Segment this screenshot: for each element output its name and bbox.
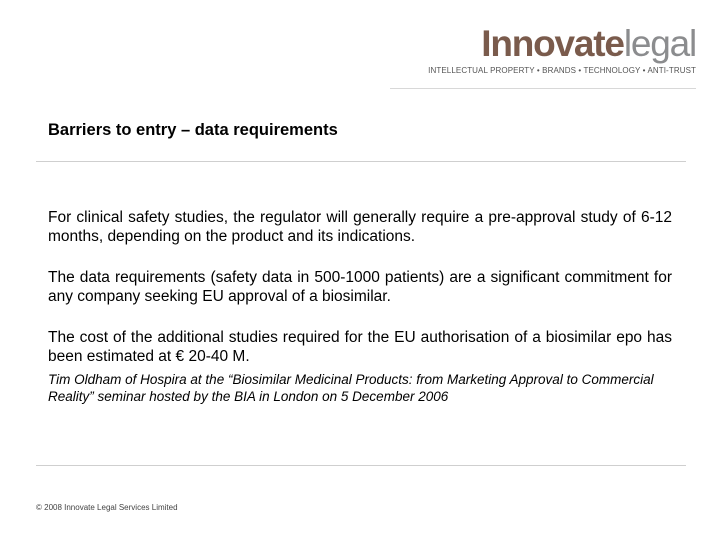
paragraph-1: For clinical safety studies, the regulator will generally require a pre-approval study of 6-12 months, depending on the product and its indications. bbox=[48, 209, 672, 245]
logo-word-part2: legal bbox=[623, 23, 696, 64]
slide-body bbox=[48, 208, 672, 405]
paragraph-2: The data requirements (safety data in 500-1000 patients) are a significant commitment for any company seeking EU approval of a biosimilar. bbox=[48, 269, 672, 305]
footer-divider bbox=[36, 465, 686, 466]
paragraph-3: The cost of the additional studies required for the EU authorisation of a biosimilar epo has been estimated at € 20-40 M. bbox=[48, 329, 672, 365]
logo-tagline: INTELLECTUAL PROPERTY • BRANDS • TECHNOLOGY • ANTI-TRUST bbox=[428, 66, 696, 75]
logo-word-part1: Innovate bbox=[481, 23, 624, 64]
copyright-notice: © 2008 Innovate Legal Services Limited bbox=[36, 503, 178, 512]
title-divider bbox=[36, 161, 686, 162]
slide-title: Barriers to entry – data requirements bbox=[48, 121, 338, 139]
header-divider bbox=[390, 88, 696, 89]
company-logo bbox=[428, 24, 696, 75]
source-quote: Tim Oldham of Hospira at the “Biosimilar Medicinal Products: from Marketing Approval to Commercial Reality” seminar hosted by the BIA in London on 5 December 2006 bbox=[48, 372, 654, 404]
logo-wordmark bbox=[428, 24, 696, 64]
